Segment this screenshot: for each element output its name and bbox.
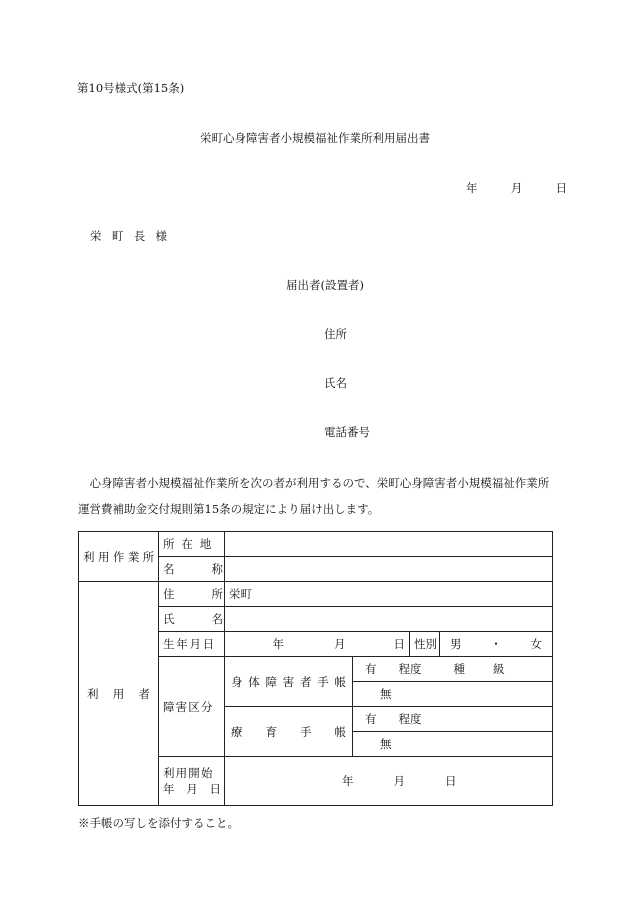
physical-book-yes[interactable]: 有 程度 種 級 [353, 657, 553, 682]
user-address-field[interactable]: 栄町 [225, 582, 553, 607]
submission-date [466, 180, 567, 196]
applicant-phone-label: 電話番号 [324, 425, 370, 439]
applicant-label: 届出者(設置者) [286, 278, 364, 292]
sex-label: 性 別 [410, 632, 440, 657]
physical-book-label: 身 体 障 害 者 手 帳 [225, 657, 353, 707]
rehab-book-label: 療 育 手 帳 [225, 707, 353, 757]
form-number: 第10号様式(第15条) [77, 81, 185, 95]
form-title: 栄町心身障害者小規模福祉作業所利用届出書 [200, 131, 430, 145]
location-label: 所在地 [159, 532, 225, 557]
birth-date-field[interactable]: 年 月 日 [225, 632, 410, 657]
start-date-label: 利用開始 年 月 日 [159, 757, 225, 806]
user-address-label: 住 所 [159, 582, 225, 607]
applicant-address-label: 住所 [324, 327, 347, 341]
rehab-book-yes[interactable]: 有 程度 [353, 707, 553, 732]
date-day-label: 日 [555, 181, 568, 195]
facility-name-field[interactable] [225, 557, 553, 582]
birth-label: 生年月日 [159, 632, 225, 657]
user-name-label: 氏 名 [159, 607, 225, 632]
facility-header: 利用作業所 [79, 532, 159, 582]
registration-table [78, 531, 553, 806]
footnote: ※手帳の写しを添付すること。 [78, 816, 239, 830]
user-header: 利 用 者 [79, 582, 159, 806]
sex-options[interactable]: 男 ・ 女 [440, 632, 553, 657]
physical-book-no[interactable]: 無 [353, 682, 553, 707]
user-name-field[interactable] [225, 607, 553, 632]
applicant-name-label: 氏名 [324, 376, 347, 390]
date-year-label: 年 [466, 181, 478, 195]
facility-name-label: 名 称 [159, 557, 225, 582]
date-month-label: 月 [510, 181, 523, 195]
addressee: 栄町長様 [90, 229, 178, 243]
disability-label: 障害区分 [159, 657, 225, 757]
location-field[interactable] [225, 532, 553, 557]
body-text: 心身障害者小規模福祉作業所を次の者が利用するので、栄町心身障害者小規模福祉作業所運営費補助金交付規則第15条の規定により届け出します。 [78, 476, 550, 516]
rehab-book-no[interactable]: 無 [353, 732, 553, 757]
start-date-field[interactable]: 年 月 日 [225, 757, 553, 806]
